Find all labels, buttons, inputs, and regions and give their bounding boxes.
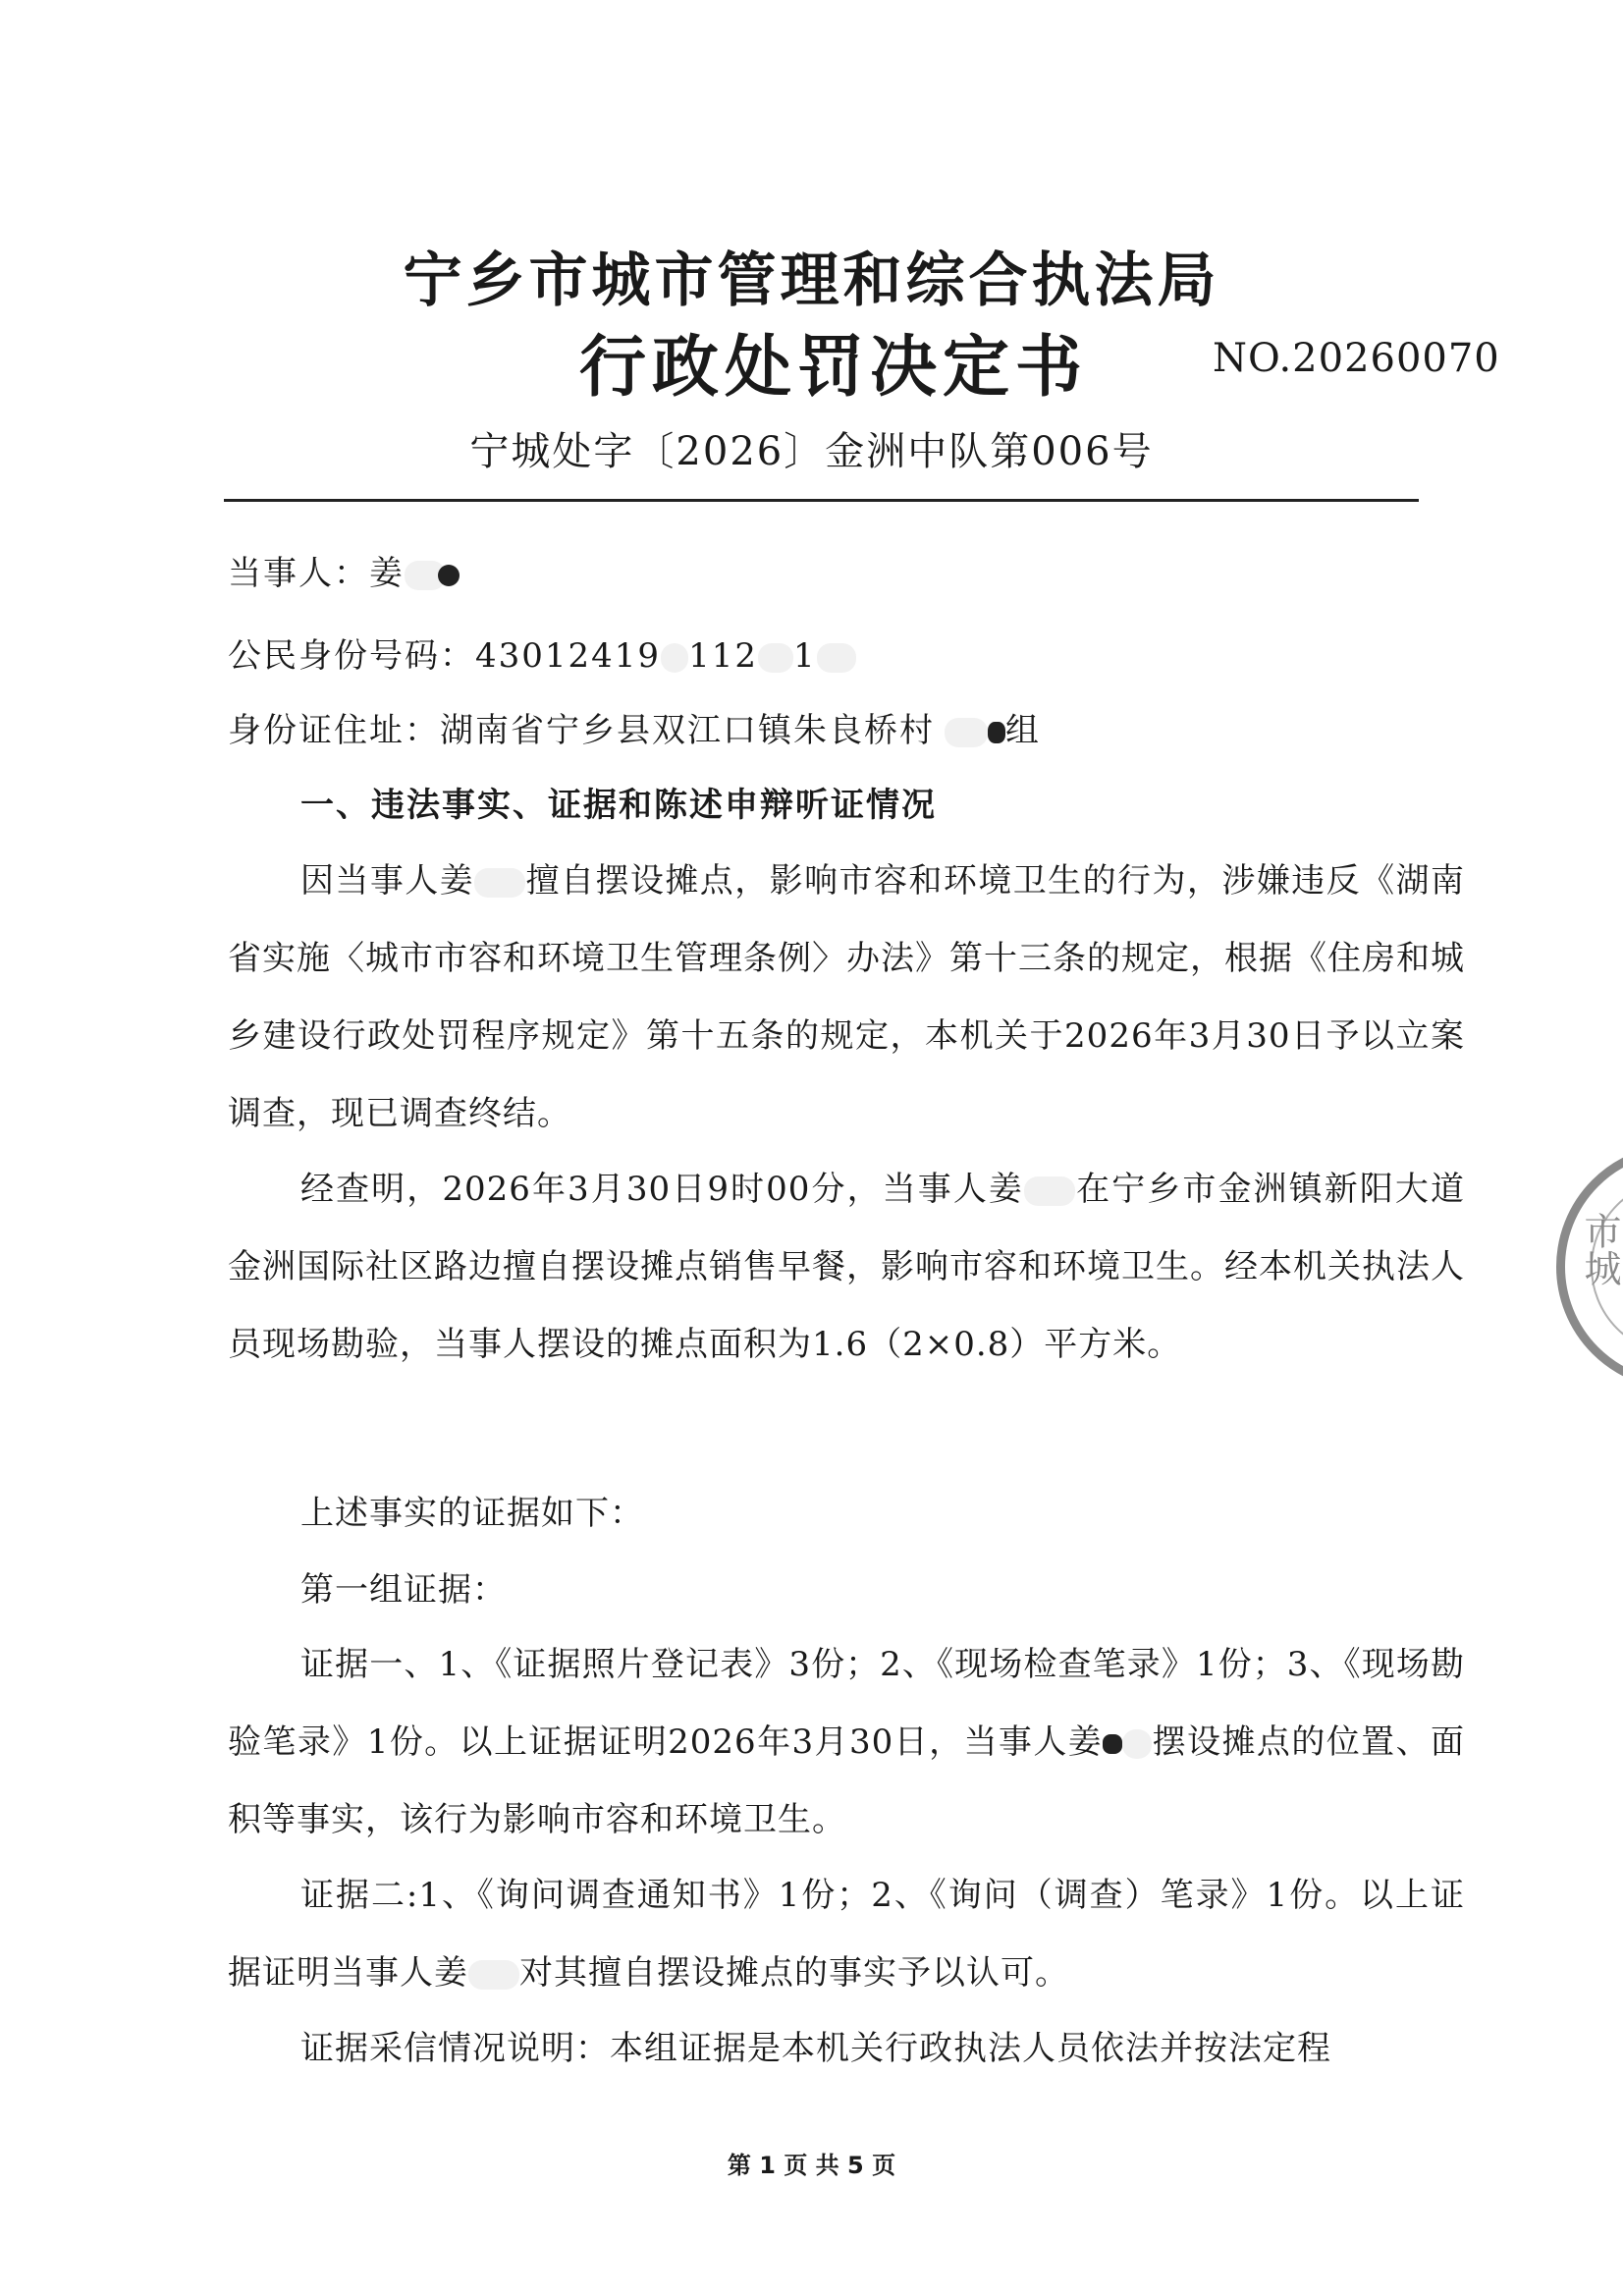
party-id-part2: 112 [688, 636, 758, 676]
redaction-mark [988, 722, 1005, 743]
paragraph-evidence-group: 第一组证据： [300, 1570, 507, 1610]
redaction-mark [468, 1960, 519, 1990]
paragraph-evidence-intro: 上述事实的证据如下： [300, 1494, 644, 1533]
agency-title: 宁乡市城市管理和综合执法局 [403, 246, 1220, 315]
file-number: 宁城处字〔2026〕金洲中队第006号 [469, 429, 1154, 474]
redaction-mark [817, 643, 856, 673]
redaction-mark [438, 565, 460, 586]
party-id-part1: 43012419 [475, 636, 662, 676]
seal-text: 市城 [1578, 1212, 1621, 1286]
paragraph-text: 在宁乡市金洲镇新阳大道金洲国际社区路边擅自摆设摊点销售早餐，影响市容和环境卫生。经本机关执法人员现场勘验，当事人摆设的摊点面积为1.6（2×0.8）平方米。 [228, 1170, 1465, 1364]
header-divider [224, 499, 1419, 502]
party-address-suffix: 组 [1005, 711, 1041, 750]
redaction-mark [1024, 1176, 1075, 1206]
redaction-mark [661, 643, 688, 673]
paragraph-text: 证据二:1、《询问调查通知书》1份；2、《询问（调查）笔录》1份。以上证据证明当事人姜 [228, 1876, 1465, 1993]
party-id-part3: 1 [792, 636, 817, 676]
party-address-value: 湖南省宁乡县双江口镇朱良桥村 [440, 711, 935, 750]
redaction-mark [1103, 1734, 1122, 1754]
party-address-label: 身份证住址： [228, 711, 440, 750]
party-id-line [228, 629, 856, 677]
paragraph-text: 经查明，2026年3月30日9时00分，当事人姜 [300, 1170, 1025, 1209]
party-name-value: 姜 [369, 554, 405, 593]
page-number: 第 1 页 共 5 页 [727, 2152, 896, 2179]
section-heading: 一、违法事实、证据和陈述申辩听证情况 [300, 786, 937, 825]
document-number: NO.20260070 [1213, 336, 1500, 381]
paragraph-evidence-two [228, 1857, 1465, 2012]
party-name-label: 当事人： [228, 554, 369, 593]
official-seal [1556, 1144, 1623, 1390]
party-address-line [228, 703, 1041, 751]
party-id-label: 公民身份号码： [228, 636, 475, 676]
party-name-line [228, 546, 460, 594]
paragraph-text: 擅自摆设摊点，影响市容和环境卫生的行为，涉嫌违反《湖南省实施〈城市市容和环境卫生管理条例〉办法》第十三条的规定，根据《住房和城乡建设行政处罚程序规定》第十五条的规定，本机关于2026年3月30日予以立案调查，现已调查终结。 [228, 861, 1465, 1133]
paragraph-text: 摆设摊点的位置、面积等事实，该行为影响市容和环境卫生。 [228, 1722, 1466, 1839]
redaction-mark [758, 643, 793, 673]
paragraph-text: 对其擅自摆设摊点的事实予以认可。 [519, 1953, 1069, 1993]
paragraph-evidence-note: 证据采信情况说明：本组证据是本机关行政执法人员依法并按法定程 [300, 2029, 1331, 2068]
paragraph-case-filing [228, 843, 1465, 1153]
paragraph-findings [228, 1151, 1465, 1384]
paragraph-evidence-one [228, 1626, 1465, 1859]
document-type-title: 行政处罚决定书 [579, 328, 1089, 407]
redaction-mark [945, 718, 988, 747]
paragraph-text: 证据一、1、《证据照片登记表》3份；2、《现场检查笔录》1份；3、《现场勘验笔录》1份。以上证据证明2026年3月30日，当事人姜 [228, 1645, 1465, 1762]
redaction-mark [1122, 1729, 1152, 1759]
paragraph-text: 因当事人姜 [300, 861, 475, 901]
redaction-mark [474, 868, 525, 898]
